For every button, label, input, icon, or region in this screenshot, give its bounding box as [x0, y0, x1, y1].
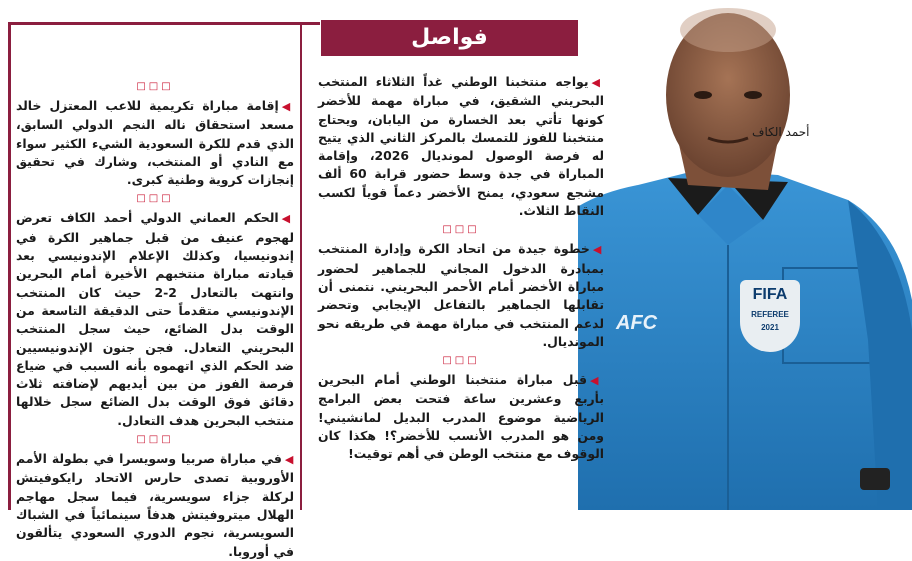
left-item-2: [16, 209, 294, 430]
middle-item-1-text: يواجه منتخبنا الوطني غداً الثلاثاء المنتخب البحريني الشقيق، في مباراة مهمة للأخضر كونها تأتي بعد الخسارة من اليابان، ويحتاج منتخبنا للفوز للتمسك بالمركز الثاني الذي يتيح له فرصة الوصول لمونديال 2026، وإقامة المباراة في جدة وسط حضور قرابة 60 ألف مشجع سعودي، يمنح الأخضر دعماً قوياً لكسب النقاط الثلاث.: [318, 74, 604, 219]
top-rule-left: [8, 22, 320, 25]
bullet-triangle-icon: ◀: [592, 243, 604, 257]
separator: □□□: [442, 355, 480, 367]
bullet-triangle-icon: ◀: [281, 100, 294, 113]
left-border: [8, 22, 11, 510]
left-item-3: [16, 450, 294, 561]
section-title: فواصل: [321, 20, 578, 56]
middle-column: [318, 73, 604, 464]
left-item-2-text: الحكم العماني الدولي أحمد الكاف تعرض لهجوم عنيف من قبل جماهير الكرة في إندونيسيا، وكذلك الإعلام الإندونيسي بعد قيادته مباراة منتخبهم الأخيرة أمام البحرين وانتهت بالتعادل 2-2 حيث كان المنتخب الإندونيسي متقدماً حتى الدقيقة التاسعة من الوقت بدل الضائع، حيث سجل المنتخب البحريني التعادل. فجن جنون الإندونيسيين ضد الحكم الذي اتهموه بأنه السبب في ضياع فرصة الفوز من بين أيديهم لإضافته ثلاث دقائق فوق الوقت بدل الضائع سجل خلالها منتخب البحرين هدف التعادل.: [16, 210, 294, 428]
bullet-triangle-icon: ◀: [281, 212, 295, 226]
referee-illustration: [578, 0, 912, 510]
fifa-text: FIFA: [752, 286, 788, 303]
left-item-1-text: إقامة مباراة تكريمية للاعب المعتزل خالد مسعد استحقاق ناله النجم الدولي السابق، الذي قدم للكرة السعودية الشيء الكثير سواء مع النادي أو المنتخب، وشارك في تحقيق إنجازات كروية وطنية كبرى.: [16, 98, 294, 188]
referee-text: REFEREE: [751, 310, 789, 319]
left-item-1: [16, 97, 294, 189]
badge-year: 2021: [761, 323, 779, 332]
separator: □□□: [136, 193, 174, 205]
photo-caption: أحمد الكاف: [752, 125, 810, 139]
column-divider: [300, 22, 302, 510]
middle-item-3-text: قبل مباراة منتخبنا الوطني أمام البحرين بأربع وعشرين ساعة فتحت بعض البرامج الرياضية موضوع المدرب البديل لمانشيني! ومن هو المدرب الأنسب للأخضر؟! هكذا كان الوقوف مع منتخب الوطن في أهم توقيت!: [318, 372, 604, 462]
bullet-triangle-icon: ◀: [284, 453, 294, 467]
bullet-triangle-icon: ◀: [591, 76, 604, 89]
middle-item-2: [318, 240, 604, 351]
left-column: [16, 77, 294, 561]
referee-photo: [578, 0, 912, 510]
middle-item-1: [318, 73, 604, 220]
middle-item-2-text: خطوة جيدة من اتحاد الكرة وإدارة المنتخب بمبادرة الدخول المجاني للجماهير لحضور مباراة الأخضر أمام الأحمر البحريني. نتمنى أن تقابلها الجماهير بالتفاعل الإيجابي وتحضر لدعم المنتخب في مباراة مهمة في طريقه نحو المونديال.: [318, 241, 604, 349]
afc-logo-icon: AFC: [616, 312, 658, 334]
separator: □□□: [136, 81, 174, 92]
bullet-triangle-icon: ◀: [590, 374, 604, 388]
separator: □□□: [442, 224, 480, 236]
fifa-badge-icon: [740, 280, 800, 352]
middle-item-3: [318, 371, 604, 463]
separator: □□□: [136, 434, 174, 446]
left-item-3-text: في مباراة صربيا وسويسرا في بطولة الأمم الأوروبية تصدى حارس الاتحاد رايكوفيتش لركلة جزاء سويسرية، فيما سجل مهاجم الهلال ميتروفيتش هدفاً سينمائياً في الشباك السويسرية، نجوم الدوري السعودي يتألقون في أوروبا.: [16, 451, 294, 559]
